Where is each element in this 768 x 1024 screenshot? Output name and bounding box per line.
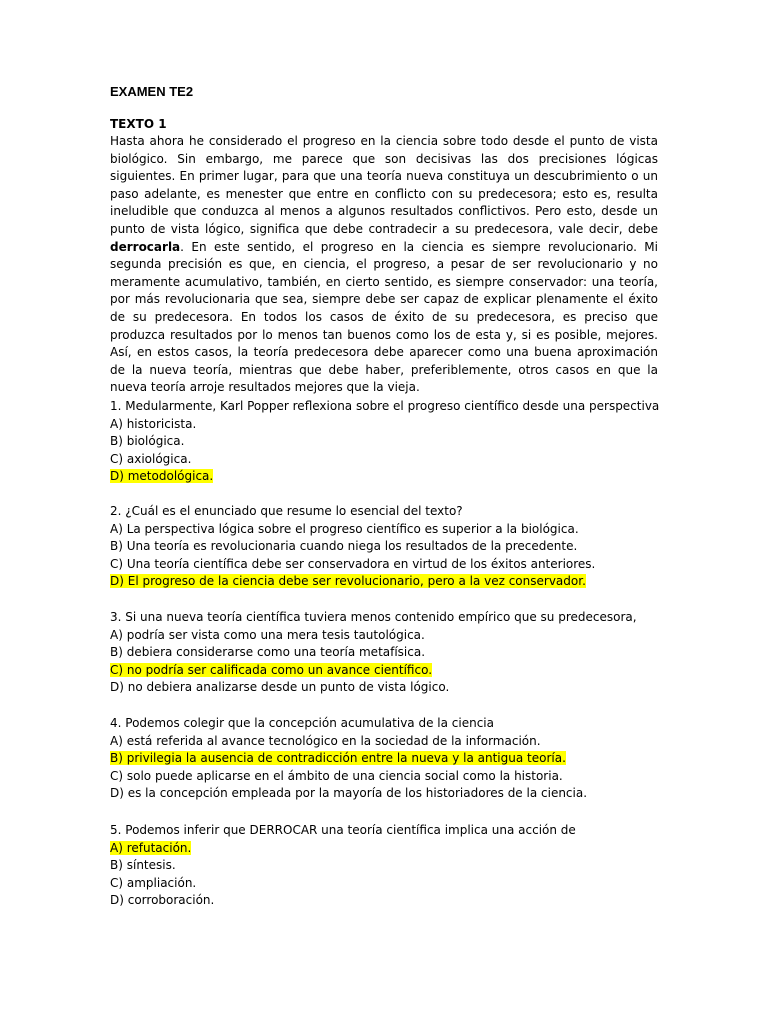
question-1: [110, 398, 670, 486]
question-stem: 2. ¿Cuál es el enunciado que resume lo esencial del texto?: [110, 504, 463, 518]
answer-option-highlighted: [110, 468, 670, 486]
highlighted-answer: C) no podría ser calificada como un avance científico.: [110, 662, 433, 677]
highlighted-answer: D) metodológica.: [110, 469, 214, 484]
answer-option: D) no debiera analizarse desde un punto de vista lógico.: [110, 680, 450, 695]
question-4: [110, 715, 670, 803]
answer-option: B) biológica.: [110, 434, 185, 449]
answer-option-highlighted: [110, 840, 670, 858]
highlighted-answer: A) refutación.: [110, 840, 192, 855]
question-5: [110, 822, 670, 910]
answer-option: B) síntesis.: [110, 858, 176, 873]
passage-bold-word: derrocarla: [110, 239, 181, 254]
answer-option: D) es la concepción empleada por la mayoría de los historiadores de la ciencia.: [110, 786, 588, 801]
question-stem: 3. Si una nueva teoría científica tuviera menos contenido empírico que su predecesora,: [110, 610, 637, 624]
answer-option: A) podría ser vista como una mera tesis tautológica.: [110, 627, 425, 642]
answer-option: C) solo puede aplicarse en el ámbito de una ciencia social como la historia.: [110, 768, 563, 783]
highlighted-answer: B) privilegia la ausencia de contradicción entre la nueva y la antigua teoría.: [110, 751, 566, 766]
answer-option: C) ampliación.: [110, 875, 197, 890]
answer-option: D) corroboración.: [110, 893, 215, 908]
answer-option: C) Una teoría científica debe ser conservadora en virtud de los éxitos anteriores.: [110, 556, 596, 571]
passage-part-1: Hasta ahora he considerado el progreso en la ciencia sobre todo desde el punto de vista biológico. Sin embargo, me parece que son decisivas las dos precisiones lógicas siguientes. En primer lugar, para que una teoría nueva constituya un descubrimiento o un paso adelante, es menester que entre en conflicto con su predecesora; esto es, resulta ineludible que conduzca al menos a algunos resultados conflictivos. Pero esto, desde un punto de vista lógico, significa que debe contradecir a su predecesora, vale decir, debe: [110, 134, 658, 236]
answer-option: B) debiera considerarse como una teoría metafísica.: [110, 645, 426, 660]
question-stem: 5. Podemos inferir que DERROCAR una teoría científica implica una acción de: [110, 823, 576, 837]
answer-option: B) Una teoría es revolucionaria cuando niega los resultados de la precedente.: [110, 539, 578, 554]
question-stem: 4. Podemos colegir que la concepción acumulativa de la ciencia: [110, 716, 494, 730]
exam-title: EXAMEN TE2: [110, 84, 194, 99]
question-stem: 1. Medularmente, Karl Popper reflexiona sobre el progreso científico desde una perspectiva: [110, 399, 660, 413]
answer-option-highlighted: [110, 750, 670, 768]
highlighted-answer: D) El progreso de la ciencia debe ser revolucionario, pero a la vez conservador.: [110, 574, 586, 589]
answer-option: A) La perspectiva lógica sobre el progreso científico es superior a la biológica.: [110, 521, 579, 536]
answer-option-highlighted: [110, 662, 670, 680]
answer-option-highlighted: [110, 573, 670, 591]
answer-option: A) está referida al avance tecnológico en la sociedad de la información.: [110, 733, 541, 748]
passage-part-2: . En este sentido, el progreso en la ciencia es siempre revolucionario. Mi segunda precisión es que, en ciencia, el progreso, a pesar de ser revolucionario y no meramente acumulativo, también, en cierto sentido, es siempre conservador: una teoría, por más revolucionaria que sea, siempre debe ser capaz de explicar plenamente el éxito de su predecesora. En todos los casos de éxito de su predecesora, es preciso que produzca resultados por lo menos tan buenos como los de esta y, si es posible, mejores. Así, en estos casos, la teoría predecesora debe aparecer como una buena aproximación de la nueva teoría, mientras que debe haber, preferiblemente, otros casos en que la nueva teoría arroje resultados mejores que la vieja.: [110, 239, 658, 395]
answer-option: A) historicista.: [110, 416, 197, 431]
question-2: [110, 503, 670, 591]
question-3: [110, 609, 670, 697]
reading-passage: [110, 133, 658, 397]
text-label: TEXTO 1: [110, 117, 167, 131]
answer-option: C) axiológica.: [110, 451, 192, 466]
